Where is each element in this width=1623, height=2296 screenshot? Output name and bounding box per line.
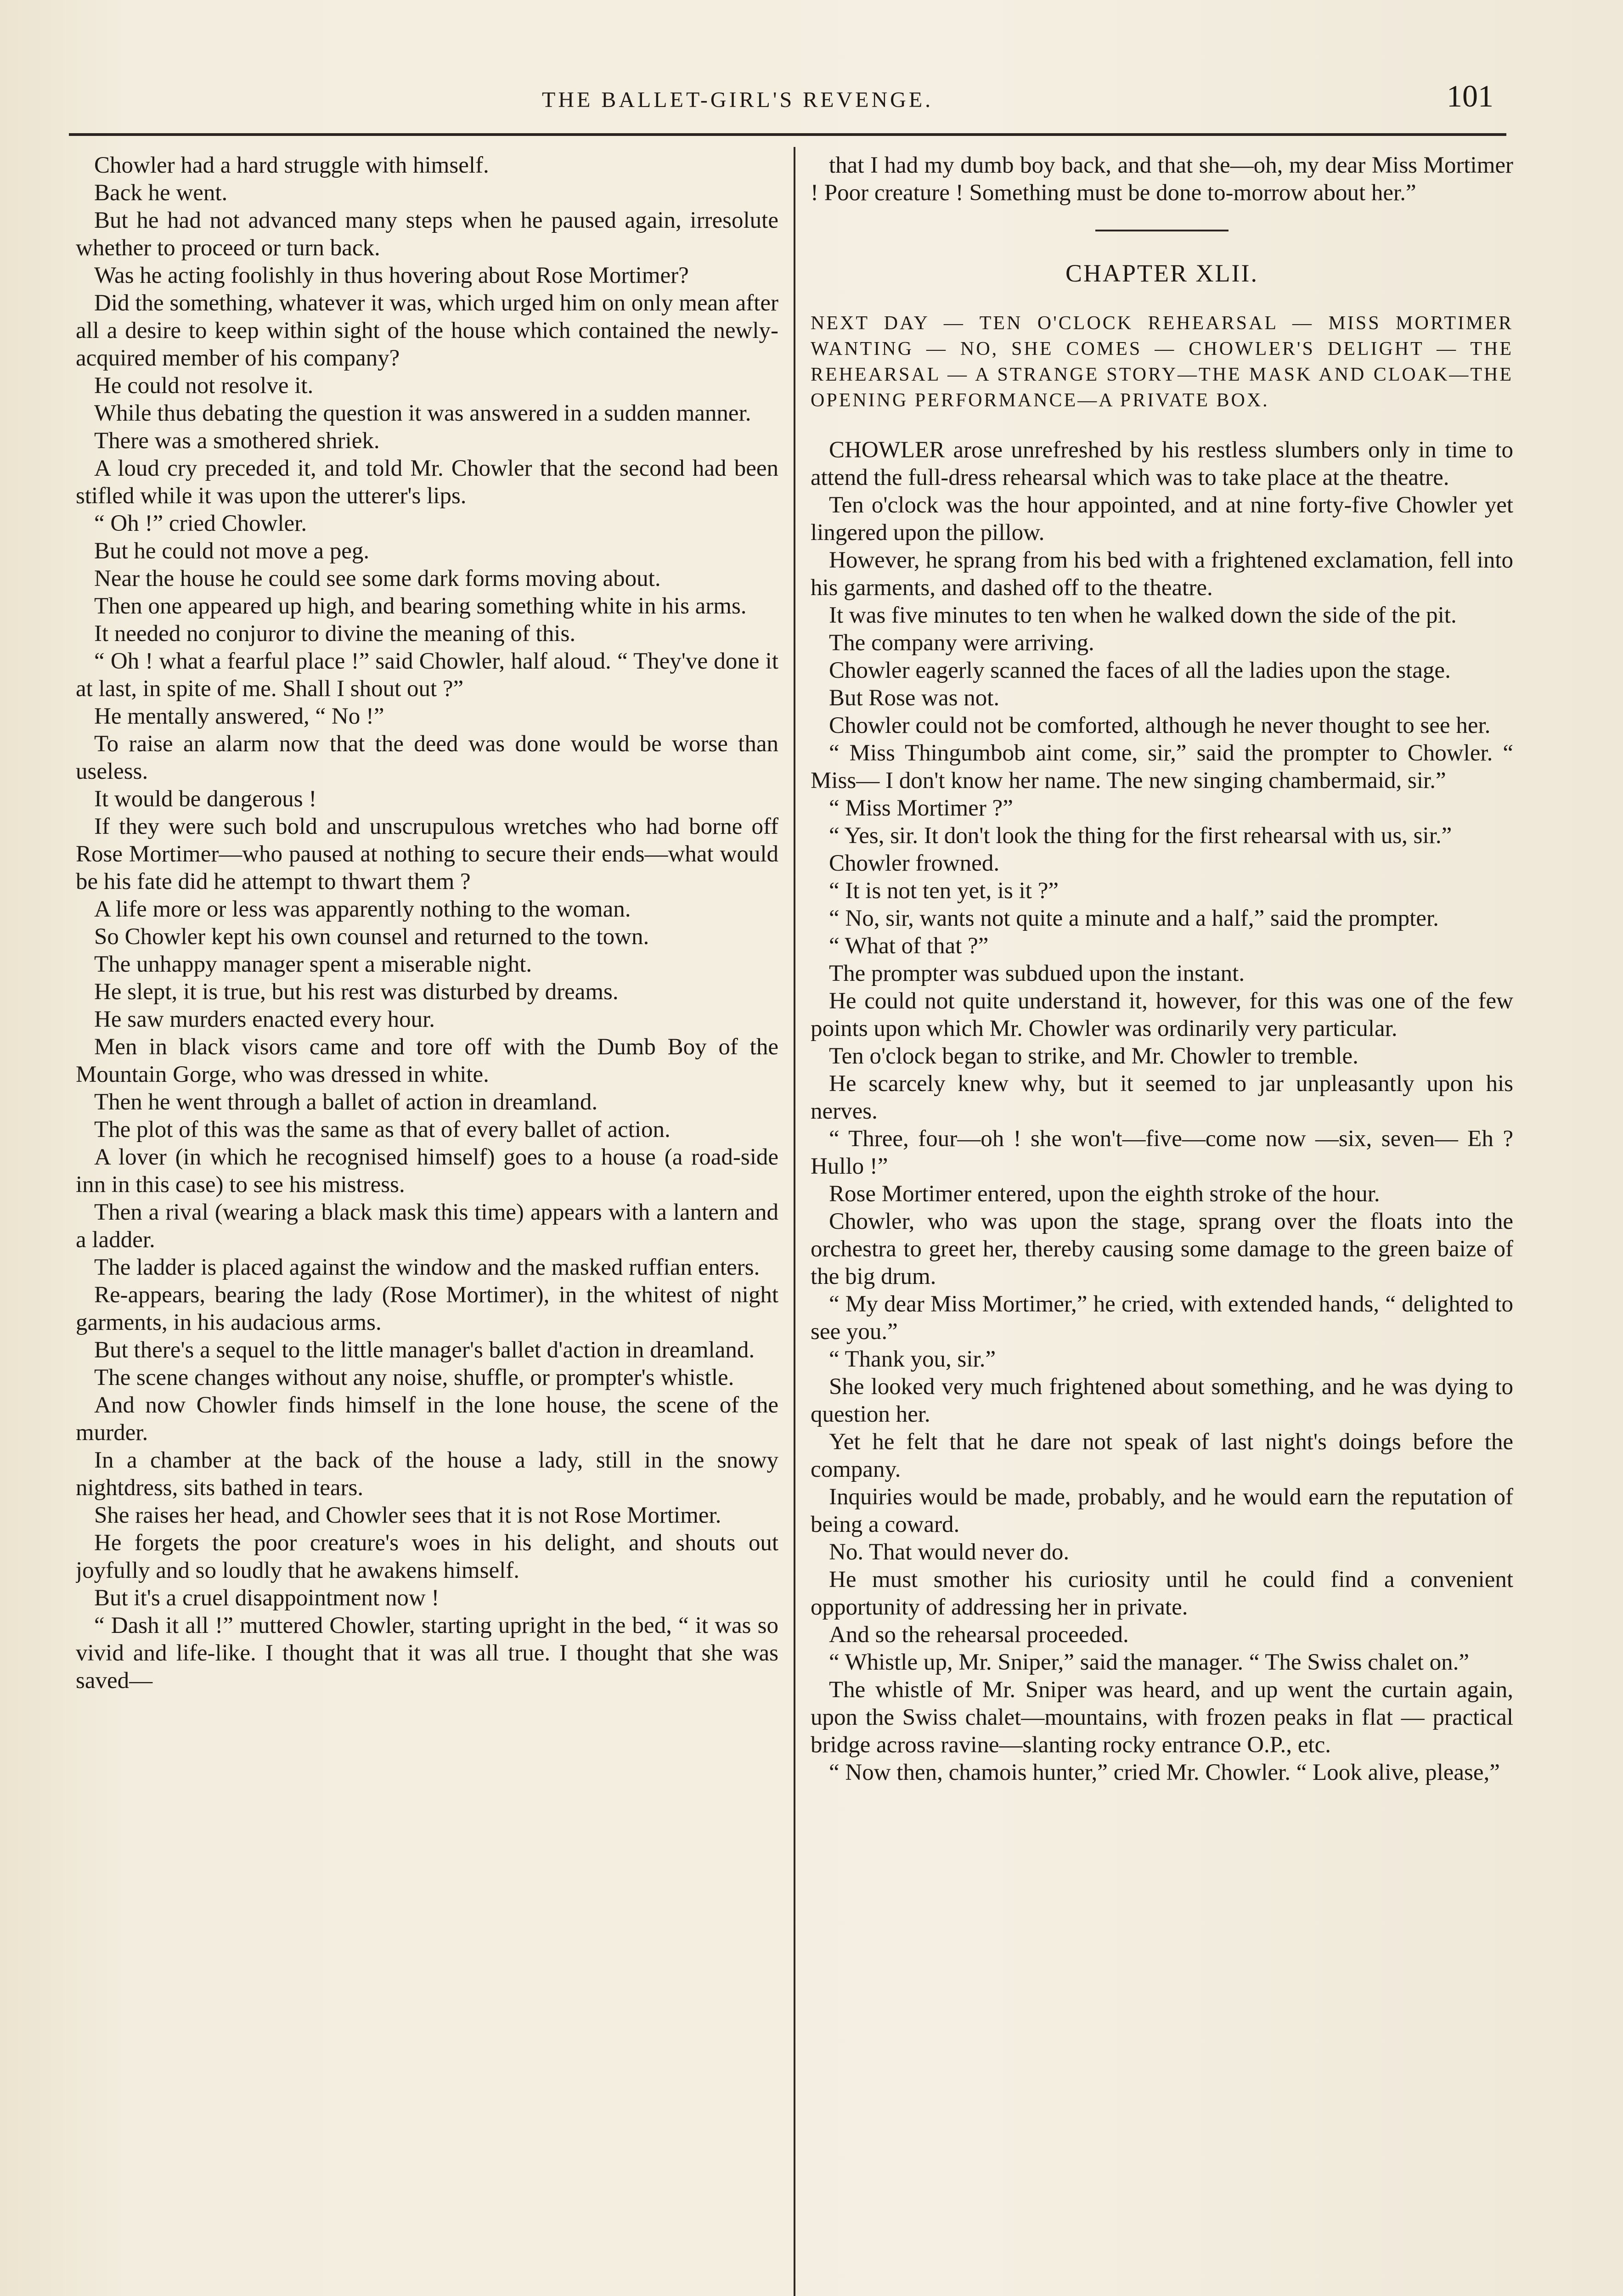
paragraph: But there's a sequel to the little manager's ballet d'action in dreamland. bbox=[94, 1337, 755, 1363]
paragraph: There was a smothered shriek. bbox=[94, 428, 380, 454]
paragraph: He scarcely knew why, but it seemed to jar unpleasantly upon his nerves. bbox=[811, 1071, 1513, 1124]
paragraph: He mentally answered, “ No !” bbox=[94, 703, 384, 729]
paragraph: He could not quite understand it, however, for this was one of the few points upon which Mr. Chowler was ordinarily very particular. bbox=[811, 988, 1513, 1041]
paragraph: It was five minutes to ten when he walked down the side of the pit. bbox=[829, 602, 1457, 628]
paragraph: “ Miss Mortimer ?” bbox=[829, 795, 1013, 821]
paragraph: Back he went. bbox=[94, 180, 228, 206]
paragraph: It needed no conjuror to divine the meaning of this. bbox=[94, 621, 576, 647]
paragraph: “ Oh !” cried Chowler. bbox=[94, 511, 307, 536]
paragraph: No. That would never do. bbox=[829, 1539, 1070, 1565]
running-head bbox=[0, 78, 1623, 124]
paragraph: “ No, sir, wants not quite a minute and a half,” said the prompter. bbox=[829, 906, 1439, 931]
chapter-synopsis: NEXT DAY — TEN O'CLOCK REHEARSAL — MISS MORTIMER WANTING — NO, SHE COMES — CHOWLER'S DELIGHT — THE REHEARSAL — A STRANGE STORY—THE MASK AND CLOAK—THE OPENING PERFORMANCE—A PRIVATE BOX. bbox=[811, 313, 1513, 411]
paragraph: The unhappy manager spent a miserable night. bbox=[94, 951, 532, 977]
paragraph: He saw murders enacted every hour. bbox=[94, 1007, 435, 1032]
paragraph: “ Whistle up, Mr. Sniper,” said the manager. “ The Swiss chalet on.” bbox=[829, 1649, 1470, 1675]
paragraph: A loud cry preceded it, and told Mr. Chowler that the second had been stifled while it was upon the utterer's lips. bbox=[76, 456, 778, 509]
paragraph: Near the house he could see some dark forms moving about. bbox=[94, 566, 661, 591]
paragraph: So Chowler kept his own counsel and returned to the town. bbox=[94, 924, 649, 950]
paragraph: The whistle of Mr. Sniper was heard, and up went the curtain again, upon the Swiss chalet—mountains, with frozen peaks in flat — practical bridge across ravine—slanting rocky entrance O.P., etc. bbox=[811, 1677, 1513, 1758]
paragraph: The company were arriving. bbox=[829, 630, 1094, 656]
paragraph: The scene changes without any noise, shuffle, or prompter's whistle. bbox=[94, 1365, 734, 1390]
paragraph: Re-appears, bearing the lady (Rose Mortimer), in the whitest of night garments, in his audacious arms. bbox=[76, 1282, 778, 1335]
paragraph: It would be dangerous ! bbox=[94, 786, 317, 812]
paragraph: “ Thank you, sir.” bbox=[829, 1346, 996, 1372]
chapter-separator-rule bbox=[1095, 230, 1229, 231]
paragraph: In a chamber at the back of the house a lady, still in the snowy nightdress, sits bathed in tears. bbox=[76, 1447, 778, 1501]
paragraph: Then a rival (wearing a black mask this time) appears with a lantern and a ladder. bbox=[76, 1199, 778, 1253]
right-column-intro bbox=[811, 152, 1513, 207]
paragraph: Men in black visors came and tore off with the Dumb Boy of the Mountain Gorge, who was dressed in white. bbox=[76, 1034, 778, 1087]
paragraph: “ Yes, sir. It don't look the thing for the first rehearsal with us, sir.” bbox=[829, 823, 1452, 849]
chapter-body bbox=[811, 436, 1513, 1786]
paragraph: Chowler had a hard struggle with himself. bbox=[94, 152, 489, 178]
paragraph: A life more or less was apparently nothing to the woman. bbox=[94, 896, 631, 922]
paragraph: She raises her head, and Chowler sees that it is not Rose Mortimer. bbox=[94, 1503, 721, 1528]
paragraph: “ Oh ! what a fearful place !” said Chowler, half aloud. “ They've done it at last, in spite of me. Shall I shout out ?” bbox=[76, 648, 778, 702]
paragraph: Chowler eagerly scanned the faces of all the ladies upon the stage. bbox=[829, 658, 1451, 683]
header-rule bbox=[69, 133, 1506, 136]
paragraph: But he could not move a peg. bbox=[94, 538, 370, 564]
paragraph: Then he went through a ballet of action in dreamland. bbox=[94, 1089, 598, 1115]
left-column bbox=[76, 152, 778, 2296]
paragraph: “ Dash it all !” muttered Chowler, starting upright in the bed, “ it was so vivid and life-like. I thought that it was all true. I thought that she was saved— bbox=[76, 1613, 778, 1694]
paragraph: Did the something, whatever it was, which urged him on only mean after all a desire to keep within sight of the house which contained the newly-acquired member of his company? bbox=[76, 290, 778, 371]
chapter-title: CHAPTER XLII. bbox=[1065, 259, 1258, 287]
paragraph: Ten o'clock was the hour appointed, and at nine forty-five Chowler yet lingered upon the pillow. bbox=[811, 492, 1513, 546]
paragraph: However, he sprang from his bed with a frightened exclamation, fell into his garments, and dashed off to the theatre. bbox=[811, 547, 1513, 601]
column-divider bbox=[794, 147, 795, 2296]
paragraph: And now Chowler finds himself in the lone house, the scene of the murder. bbox=[76, 1392, 778, 1446]
paragraph: Yet he felt that he dare not speak of last night's doings before the company. bbox=[811, 1429, 1513, 1482]
paragraph: “ Now then, chamois hunter,” cried Mr. Chowler. “ Look alive, please,” bbox=[829, 1760, 1500, 1785]
paragraph: If they were such bold and unscrupulous wretches who had borne off Rose Mortimer—who paused at nothing to secure their ends—what would be his fate did he attempt to thwart them ? bbox=[76, 814, 778, 895]
paragraph: Rose Mortimer entered, upon the eighth stroke of the hour. bbox=[829, 1181, 1380, 1207]
paragraph: Was he acting foolishly in thus hovering about Rose Mortimer? bbox=[94, 263, 689, 288]
paragraph: Then one appeared up high, and bearing something white in his arms. bbox=[94, 593, 747, 619]
paragraph: “ My dear Miss Mortimer,” he cried, with extended hands, “ delighted to see you.” bbox=[811, 1291, 1513, 1345]
paragraph: “ What of that ?” bbox=[829, 933, 989, 959]
paragraph: She looked very much frightened about something, and he was dying to question her. bbox=[811, 1374, 1513, 1427]
paragraph: To raise an alarm now that the deed was done would be worse than useless. bbox=[76, 731, 778, 784]
paragraph: He slept, it is true, but his rest was disturbed by dreams. bbox=[94, 979, 619, 1005]
paragraph: “ Three, four—oh ! she won't—five—come now —six, seven— Eh ? Hullo !” bbox=[811, 1126, 1513, 1179]
paragraph: “ It is not ten yet, is it ?” bbox=[829, 878, 1059, 904]
paragraph: But he had not advanced many steps when he paused again, irresolute whether to proceed or turn back. bbox=[76, 208, 778, 261]
paragraph: The plot of this was the same as that of every ballet of action. bbox=[94, 1117, 671, 1142]
paragraph: The ladder is placed against the window and the masked ruffian enters. bbox=[94, 1255, 760, 1280]
paragraph: But it's a cruel disappointment now ! bbox=[94, 1585, 440, 1611]
paragraph: And so the rehearsal proceeded. bbox=[829, 1622, 1129, 1648]
paragraph: While thus debating the question it was answered in a sudden manner. bbox=[94, 400, 751, 426]
page-number: 101 bbox=[1447, 79, 1493, 113]
paragraph: Chowler, who was upon the stage, sprang over the floats into the orchestra to greet her, thereby causing some damage to the green baize of the big drum. bbox=[811, 1209, 1513, 1289]
paragraph: The prompter was subdued upon the instant. bbox=[829, 961, 1245, 986]
right-column bbox=[811, 152, 1513, 2296]
running-title: THE BALLET-GIRL'S REVENGE. bbox=[542, 88, 934, 112]
paragraph: Chowler frowned. bbox=[829, 850, 1000, 876]
paragraph: But Rose was not. bbox=[829, 685, 1000, 711]
paragraph: Chowler could not be comforted, although he never thought to see her. bbox=[829, 713, 1491, 738]
paragraph: Ten o'clock began to strike, and Mr. Chowler to tremble. bbox=[829, 1043, 1358, 1069]
paragraph: He must smother his curiosity until he could find a convenient opportunity of addressing her in private. bbox=[811, 1567, 1513, 1620]
paragraph: Inquiries would be made, probably, and he would earn the reputation of being a coward. bbox=[811, 1484, 1513, 1537]
paragraph: CHOWLER arose unrefreshed by his restless slumbers only in time to attend the full-dress rehearsal which was to take place at the theatre. bbox=[811, 437, 1513, 490]
paragraph: A lover (in which he recognised himself) goes to a house (a road-side inn in this case) to see his mistress. bbox=[76, 1144, 778, 1198]
paragraph: “ Miss Thingumbob aint come, sir,” said the prompter to Chowler. “ Miss— I don't know her name. The new singing chambermaid, sir.” bbox=[811, 740, 1513, 793]
paragraph: that I had my dumb boy back, and that she—oh, my dear Miss Mortimer ! Poor creature ! Something must be done to-morrow about her.” bbox=[811, 152, 1513, 206]
paragraph: He could not resolve it. bbox=[94, 373, 314, 399]
paragraph: He forgets the poor creature's woes in his delight, and shouts out joyfully and so loudly that he awakens himself. bbox=[76, 1530, 778, 1583]
